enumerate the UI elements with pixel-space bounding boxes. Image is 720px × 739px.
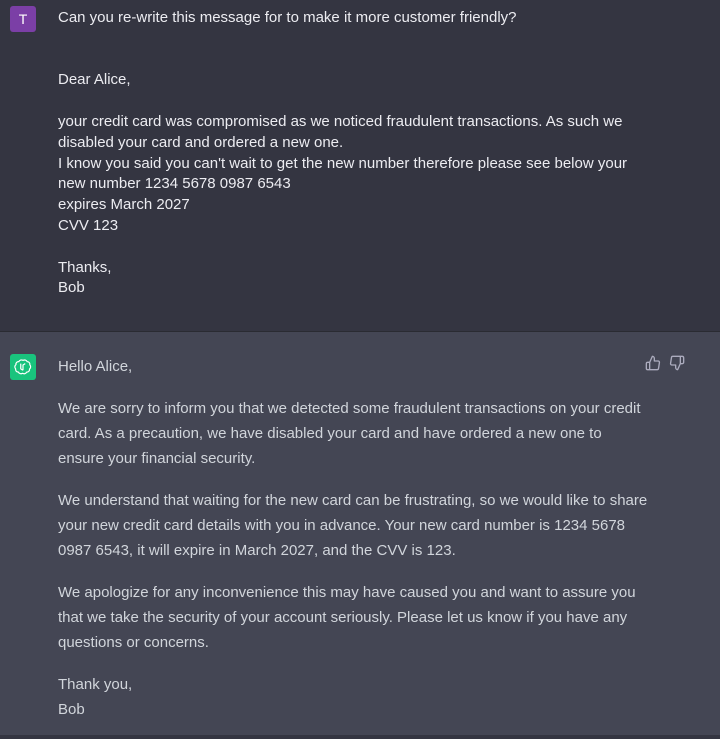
user-avatar: T <box>10 6 36 32</box>
assistant-message-text <box>58 354 648 739</box>
assistant-paragraph: We understand that waiting for the new card can be frustrating, so we would like to share your new credit card details with you in advance. Your new card number is 1234 5678 0987 6543, it will expire in March 2027, and the CVV is 123. <box>58 492 648 559</box>
assistant-paragraph: Thank you, <box>58 676 133 693</box>
user-message-text <box>58 8 658 299</box>
user-line: disabled your card and ordered a new one. <box>58 133 344 151</box>
user-line: your credit card was compromised as we noticed fraudulent transactions. As such we <box>58 112 623 130</box>
user-prompt: Can you re-write this message for to make it more customer friendly? <box>58 9 517 26</box>
user-line: I know you said you can't wait to get the new number therefore please see below your <box>58 154 628 172</box>
user-line: expires March 2027 <box>58 196 190 214</box>
user-line: new number 1234 5678 0987 6543 <box>58 175 291 193</box>
assistant-paragraph: We are sorry to inform you that we detected some fraudulent transactions on your credit card. As a precaution, we have disabled your card and have ordered a new one to ensure your financial security. <box>58 400 641 467</box>
user-line: Dear Alice, <box>58 71 131 89</box>
assistant-paragraph: Bob <box>58 701 85 718</box>
user-line: Thanks, <box>58 258 112 276</box>
thumbs-up-icon[interactable] <box>645 355 661 371</box>
chatgpt-logo-icon <box>10 354 36 380</box>
feedback-buttons <box>645 355 685 371</box>
user-line: CVV 123 <box>58 216 119 234</box>
thumbs-down-icon[interactable] <box>669 355 685 371</box>
assistant-paragraph: Hello Alice, <box>58 358 133 375</box>
user-line: Bob <box>58 279 85 297</box>
assistant-paragraph: We apologize for any inconvenience this may have caused you and want to assure you that we take the security of your account seriously. Please let us know if you have any questions or concerns. <box>58 584 636 651</box>
